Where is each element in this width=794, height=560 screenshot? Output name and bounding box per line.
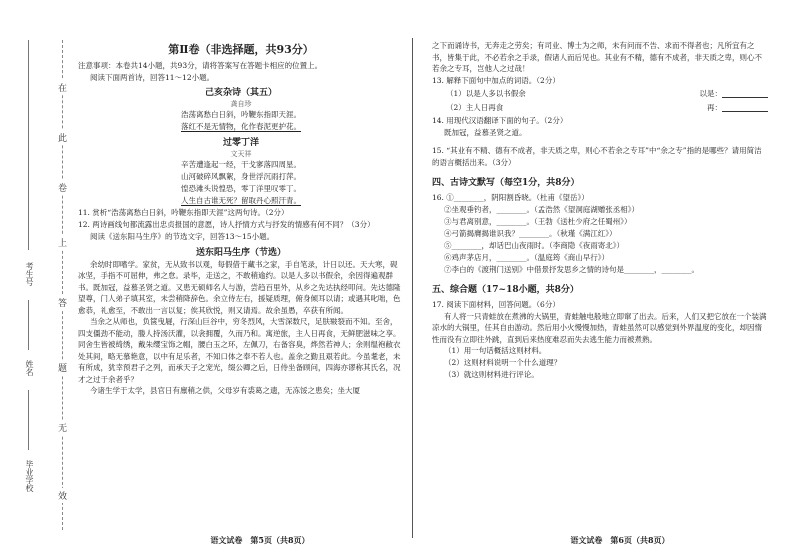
poem1-title: 己亥杂诗（其五） [204, 88, 277, 98]
exam-number-label: 考生号 [25, 262, 34, 286]
section-5-heading: 五、综合题（17~18小题，共8分） [432, 284, 579, 295]
binding-strip [0, 0, 62, 560]
cut-line-char: 卷 [58, 180, 67, 195]
poem2-title: 过零丁洋 [222, 138, 259, 148]
question-13: 13. 解释下面句中加点的词语。（2分） [432, 75, 560, 85]
left-footer: 语文试卷 第5页（共8页） [210, 535, 310, 545]
right-footer: 语文试卷 第6页（共8页） [570, 535, 670, 545]
section-title: 第Ⅱ卷（非选择题，共93分） [168, 43, 314, 56]
school-label: 毕业学校 [25, 460, 34, 492]
cut-line [62, 40, 63, 530]
cut-line-char: 答 [58, 295, 67, 310]
cut-line-char: 此 [58, 130, 67, 145]
q17-item: （3）就这则材料进行评论。 [444, 370, 539, 379]
left-page [78, 44, 404, 397]
cut-line-char: 在 [58, 80, 67, 95]
q16-item: ④弓箭揭膺揭谁识我？________。（秋瑾《满江红》） [444, 228, 617, 238]
article-continuation: 之下而诵诗书，无奔走之劳矣；有司业、博士为之师，未有问而不告、求而不得者也；凡所宜有之书，皆集于此，不必若余之手录，假诸人而后见也。其业有不精，德有不成者，非天质之卑，则心不若余之专耳，岂他人之过哉！ [432, 41, 762, 73]
poem1-line: 浩荡离愁白日斜，吟鞭东指即天涯。 [181, 110, 301, 119]
q17-item: （1）用一句话概括这则材料。 [444, 346, 547, 355]
question-15: 15. “其业有不精、德有不成者，非天质之卑，则心不若余之专耳”中“余之专”指的是哪些？请用简洁的语言概括出来。（3分） [432, 145, 762, 167]
q16-item: ⑦李白的《渡荆门送别》中借景抒发思乡之情的诗句是________，________。 [444, 264, 699, 274]
article-paragraph: 今诸生学于太学，县官日有廪稍之供，父母岁有裘葛之遗，无冻馁之患矣；坐大厦 [90, 386, 360, 395]
poem1-author: 龚自珍 [230, 100, 252, 108]
q16-item: ⑤________，却话巴山夜雨时。（李商隐《夜雨寄北》） [444, 240, 624, 250]
q13-item: （2）主人日再食 再： [432, 101, 768, 115]
page-divider [412, 38, 413, 538]
article-paragraph: 当余之从师也，负箧曳屣，行深山巨谷中，穷冬烈风，大雪深数尺，足肤皲裂而不知。至舍，四支僵劲不能动，媵人持汤沃灌，以衾拥覆，久而乃和。寓逆旅，主人日再食，无鲜肥滋味之享。同舍生皆被绮绣，戴朱缨宝饰之帽，腰白玉之环，左佩刀，右备容臭，烨然若神人；余则缊袍敝衣处其间，略无慕艳意，以中有足乐者，不知口体之奉不若人也。盖余之勤且艰若此。今虽耄老，未有所成，犹幸预君子之列，而承天子之宠光，缀公卿之后，日侍坐备顾问，四海亦谬称其氏名，况才之过于余者乎？ [78, 317, 401, 384]
q16-item: ②坐观垂钓者，________。（孟浩然《望洞庭湖赠张丞相》） [444, 204, 639, 214]
right-page [432, 40, 768, 381]
q16-item: ⑥鸡声茅店月，________。（温庭筠《商山早行》） [444, 252, 609, 262]
instructions: 注意事项：本卷共14小题，共93分，请将答案写在答题卡相应的位置上。 [78, 61, 323, 70]
article-paragraph: 余幼时即嗜学。家贫，无从致书以观，每假借于藏书之家，手自笔录，计日以还。天大寒，砚冰坚，手指不可屈伸，弗之怠。录毕，走送之，不敢稍逾约。以是人多以书假余，余因得遍观群书。既加冠，益慕圣贤之道。又患无硕师名人与游，尝趋百里外，从乡之先达执经叩问。先达德隆望尊，门人弟子填其室，未尝稍降辞色。余立侍左右，援疑质理，俯身倾耳以请；或遇其叱咄，色愈恭，礼愈至，不敢出一言以复；俟其欣悦，则又请焉。故余虽愚，卒获有所闻。 [78, 259, 401, 315]
binding-line-lower [28, 390, 29, 450]
section-4-heading: 四、古诗文默写（每空1分，共8分） [432, 177, 580, 188]
answer-blank[interactable] [722, 90, 768, 98]
q17-item: （2）这则材料说明一个什么道理？ [444, 358, 562, 367]
poem2-author: 文天祥 [230, 150, 252, 158]
question-11: 11. 赏析“浩荡离愁白日斜，吟鞭东指即天涯”这两句诗。（2分） [78, 208, 289, 217]
read-prompt: 阅读下面两首诗，回答11～12小题。 [90, 72, 215, 82]
cut-line-char: 无 [58, 420, 67, 435]
question-17: 17. 阅读下面材料，回答问题。（6分） [432, 299, 560, 309]
answer-blank[interactable] [722, 104, 768, 112]
name-label: 姓名 [25, 360, 34, 376]
cut-line-char: 上 [58, 235, 67, 250]
article-title: 送东阳马生序（节选） [195, 247, 286, 258]
q13-item: （1）以是人多以书假余 以是： [432, 87, 768, 101]
question-16: 16. ①________，阴阳割昏晓。（杜甫《望岳》） [432, 192, 589, 202]
poem2-line-underlined: 人生自古谁无死？留取丹心照汗青。 [181, 196, 301, 205]
poem2-line: 惶恐滩头说惶恐，零丁洋里叹零丁。 [181, 184, 301, 193]
q17-passage: 有人将一只青蛙放在煮沸的大锅里，青蛙触电般地立即窜了出去。后来，人们又把它放在一个装满凉水的大锅里，任其自由游动。然后用小火慢慢加热，青蛙虽然可以感觉到外界温度的变化，却因惰性而没有立即往外跳，直到后来热度难忍而失去逃生能力而被煮熟。 [432, 311, 767, 344]
cut-line-char: 效 [58, 488, 67, 503]
binding-line-mid [28, 300, 29, 350]
poem2-line: 辛苦遭逢起一经，干戈寥落四周星。 [181, 160, 301, 169]
read-prompt-2: 阅读《送东阳马生序》的节选文字，回答13～15小题。 [90, 232, 275, 241]
question-12: 12. 两诗画线句都流露出忠贞报国的意愿，诗人抒情方式与抒发的情感有何不同？（3分） [78, 220, 375, 229]
cut-line-char: 题 [58, 360, 67, 375]
q14-sentence: 既加冠，益慕圣贤之道。 [444, 127, 527, 137]
q16-item: ③与君离别意，________。（王勃《送杜少府之任蜀州》） [444, 216, 632, 226]
question-14: 14. 用现代汉语翻译下面的句子。（2分） [432, 115, 568, 125]
binding-line-top [28, 40, 29, 250]
poem2-line: 山河破碎风飘絮，身世浮沉雨打萍。 [181, 172, 301, 181]
poem1-line-underlined: 落红不是无情物，化作春泥更护花。 [181, 122, 301, 131]
